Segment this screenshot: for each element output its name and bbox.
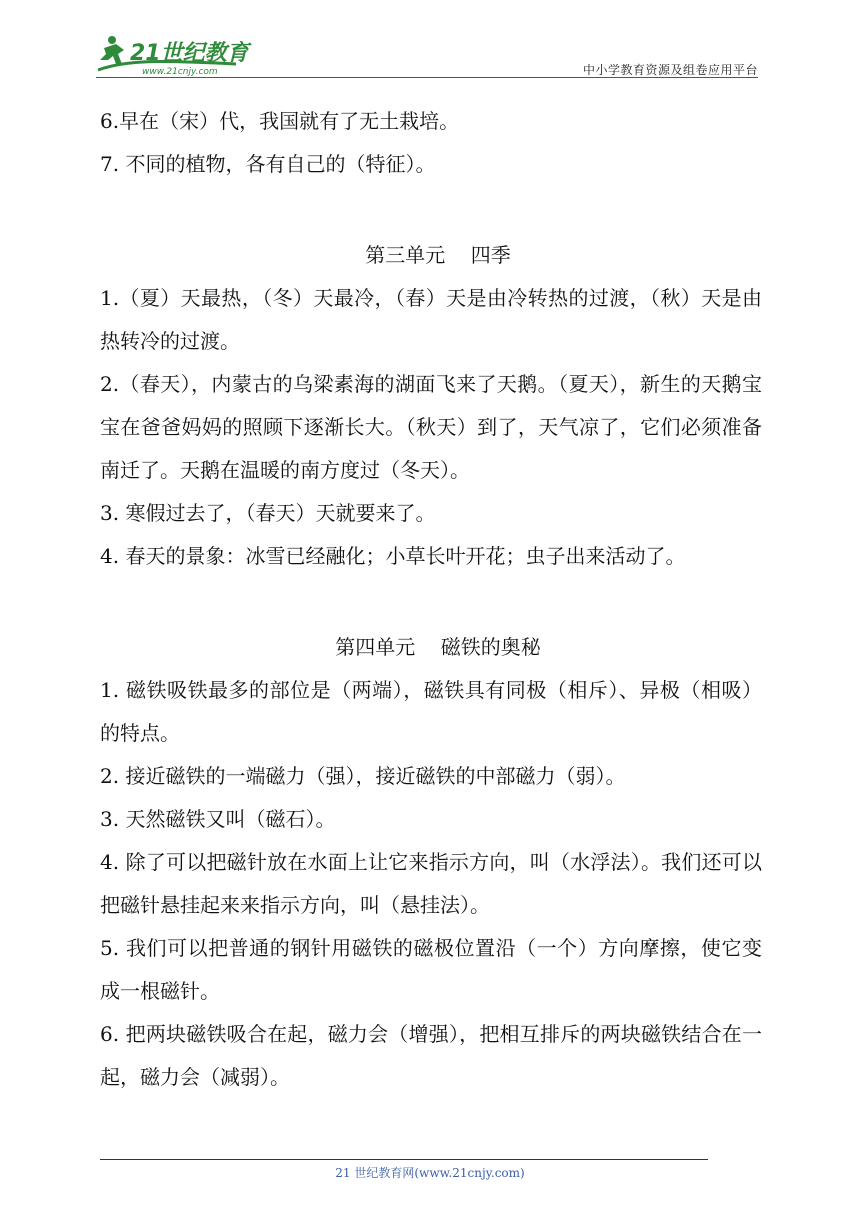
list-item: 4. 除了可以把磁针放在水面上让它来指示方向，叫（水浮法）。我们还可以把磁针悬挂起来来指示方向，叫（悬挂法）。 [100, 850, 762, 917]
list-item: 3. 天然磁铁又叫（磁石）。 [100, 807, 336, 831]
footer-divider [100, 1159, 708, 1160]
logo-text: 21世纪教育 [130, 41, 249, 66]
list-item: 6. 把两块磁铁吸合在起，磁力会（增强），把相互排斥的两块磁铁结合在一起，磁力会（减弱）。 [100, 1022, 762, 1089]
list-item: 5. 我们可以把普通的钢针用磁铁的磁极位置沿（一个）方向摩擦，使它变成一根磁针。 [100, 936, 762, 1003]
footer-link[interactable]: 21 世纪教育网(www.21cnjy.com) [335, 1166, 525, 1180]
list-item: 4. 春天的景象：冰雪已经融化；小草长叶开花；虫子出来活动了。 [100, 544, 686, 568]
unit3-title: 第三单元 四季 [365, 243, 511, 267]
header-divider [96, 77, 758, 78]
site-logo[interactable] [96, 30, 266, 78]
document-body [100, 100, 762, 1099]
logo-url: www.21cnjy.com [142, 67, 218, 77]
list-item: 3. 寒假过去了，（春天）天就要来了。 [100, 501, 436, 525]
list-item: 2. 接近磁铁的一端磁力（强），接近磁铁的中部磁力（弱）。 [100, 764, 626, 788]
platform-name: 中小学教育资源及组卷应用平台 [582, 63, 758, 77]
page-header [96, 30, 758, 78]
runner-logo-icon [96, 30, 266, 78]
section-gap [100, 578, 762, 626]
section-gap [100, 186, 762, 234]
list-item: 6.早在（宋）代，我国就有了无土栽培。 [100, 109, 460, 133]
list-item: 1.（夏）天最热，（冬）天最冷，（春）天是由冷转热的过渡，（秋）天是由热转冷的过渡。 [100, 286, 762, 353]
list-item: 7. 不同的植物，各有自己的（特征）。 [100, 152, 436, 176]
list-item: 2.（春天），内蒙古的乌梁素海的湖面飞来了天鹅。（夏天），新生的天鹅宝宝在爸爸妈妈的照顾下逐渐长大。（秋天）到了，天气凉了，它们必须准备南迁了。天鹅在温暖的南方度过（冬天）。 [100, 372, 762, 482]
unit4-title: 第四单元 磁铁的奥秘 [335, 635, 541, 659]
list-item: 1. 磁铁吸铁最多的部位是（两端），磁铁具有同极（相斥）、异极（相吸）的特点。 [100, 678, 762, 745]
